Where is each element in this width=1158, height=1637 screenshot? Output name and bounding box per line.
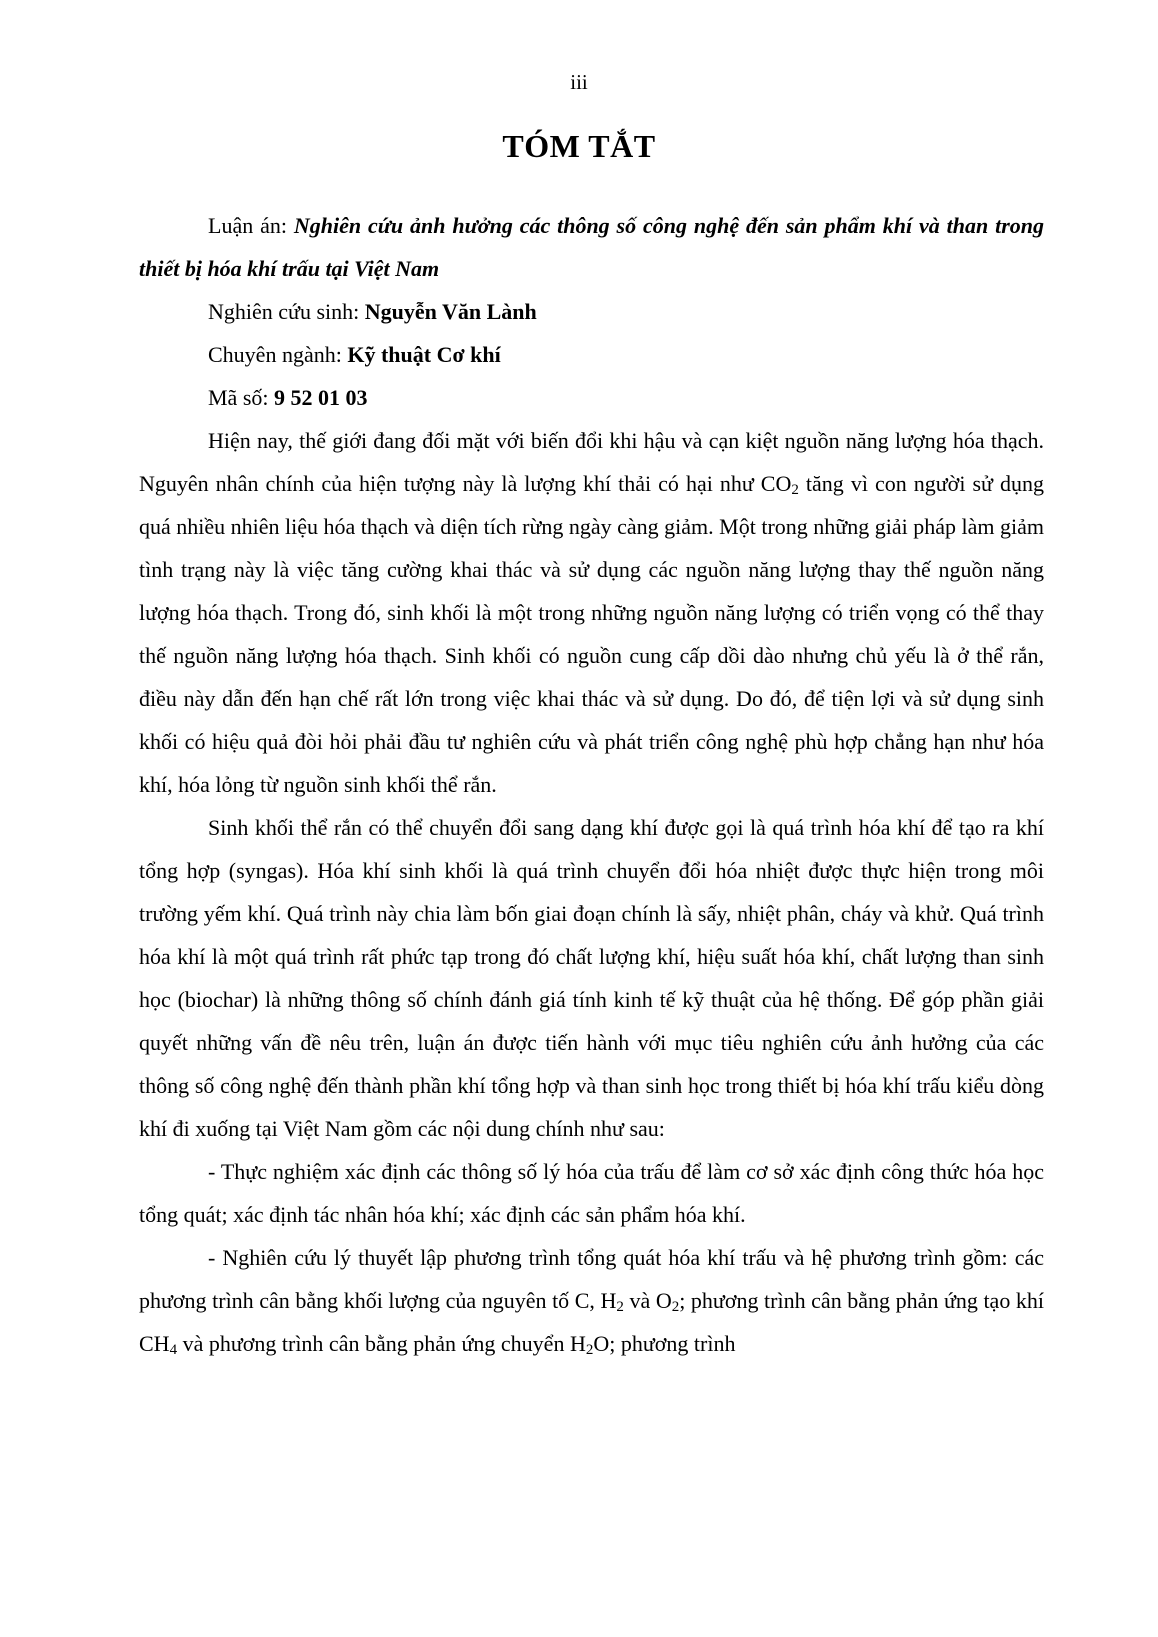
page-title: TÓM TẮT — [502, 128, 656, 164]
h2-subscript: 2 — [616, 1299, 624, 1315]
paragraph-1 — [139, 419, 1044, 806]
major-value: Kỹ thuật Cơ khí — [347, 342, 501, 367]
paragraph-4-text-c: ; phương trình cân bằng phản ứng tạo khí CH — [139, 1288, 1045, 1356]
researcher-line — [139, 290, 1044, 333]
paragraph-4-text-b: và O — [623, 1288, 672, 1313]
thesis-line — [139, 204, 1044, 290]
co2-subscript: 2 — [791, 482, 799, 498]
summary-body — [139, 204, 1044, 1365]
code-value: 9 52 01 03 — [274, 385, 368, 410]
paragraph-4-text-d: và phương trình cân bằng phản ứng chuyển H — [177, 1331, 586, 1356]
code-line — [139, 376, 1044, 419]
paragraph-4-text-e: O; phương trình — [593, 1331, 736, 1356]
paragraph-4-text-a: - Nghiên cứu lý thuyết lập phương trình tổng quát hóa khí trấu và hệ phương trình gồm: các phương trình cân bằng khối lượng của nguyên tố C, H — [139, 1245, 1044, 1313]
thesis-title: Nghiên cứu ảnh hưởng các thông số công nghệ đến sản phẩm khí và than trong thiết bị hóa khí trấu tại Việt Nam — [139, 213, 1044, 281]
major-line — [139, 333, 1044, 376]
researcher-label: Nghiên cứu sinh: — [208, 299, 365, 324]
ch4-subscript: 4 — [169, 1342, 178, 1358]
o2-subscript: 2 — [671, 1299, 680, 1315]
paragraph-1-text-b: tăng vì con người sử dụng quá nhiều nhiên liệu hóa thạch và diện tích rừng ngày càng giảm. Một trong những giải pháp làm giảm tình trạng này là việc tăng cường khai thác và sử dụng các nguồn năng lượng thay thế nguồn năng lượng hóa thạch. Trong đó, sinh khối là một trong những nguồn năng lượng có triển vọng có thể thay thế nguồn năng lượng hóa thạch. Sinh khối có nguồn cung cấp dồi dào nhưng chủ yếu là ở thể rắn, điều này dẫn đến hạn chế rất lớn trong việc khai thác và sử dụng. Do đó, để tiện lợi và sử dụng sinh khối có hiệu quả đòi hỏi phải đầu tư nghiên cứu và phát triển công nghệ phù hợp chẳng hạn như hóa khí, hóa lỏng từ nguồn sinh khối thể rắn. — [139, 471, 1044, 797]
paragraph-3: - Thực nghiệm xác định các thông số lý hóa của trấu để làm cơ sở xác định công thức hóa học tổng quát; xác định tác nhân hóa khí; xác định các sản phẩm hóa khí. — [139, 1159, 1044, 1227]
paragraph-4 — [139, 1236, 1044, 1365]
major-label: Chuyên ngành: — [208, 342, 348, 367]
page-number: iii — [570, 70, 588, 94]
code-label: Mã số: — [208, 385, 274, 410]
paragraph-1-text-a: Hiện nay, thế giới đang đối mặt với biến đổi khi hậu và cạn kiệt nguồn năng lượng hóa thạch. Nguyên nhân chính của hiện tượng này là lượng khí thải có hại như CO — [139, 428, 1044, 496]
thesis-label: Luận án: — [208, 213, 294, 238]
paragraph-2: Sinh khối thể rắn có thể chuyển đổi sang dạng khí được gọi là quá trình hóa khí để tạo ra khí tổng hợp (syngas). Hóa khí sinh khối là quá trình chuyển đổi hóa nhiệt được thực hiện trong môi trường yếm khí. Quá trình này chia làm bốn giai đoạn chính là sấy, nhiệt phân, cháy và khử. Quá trình hóa khí là một quá trình rất phức tạp trong đó chất lượng khí, hiệu suất hóa khí, chất lượng than sinh học (biochar) là những thông số chính đánh giá tính kinh tế kỹ thuật của hệ thống. Để góp phần giải quyết những vấn đề nêu trên, luận án được tiến hành với mục tiêu nghiên cứu ảnh hưởng của các thông số công nghệ đến thành phần khí tổng hợp và than sinh học trong thiết bị hóa khí trấu kiểu dòng khí đi xuống tại Việt Nam gồm các nội dung chính như sau: — [139, 815, 1044, 1141]
h2o-subscript: 2 — [585, 1342, 594, 1358]
researcher-name: Nguyễn Văn Lành — [364, 299, 537, 324]
